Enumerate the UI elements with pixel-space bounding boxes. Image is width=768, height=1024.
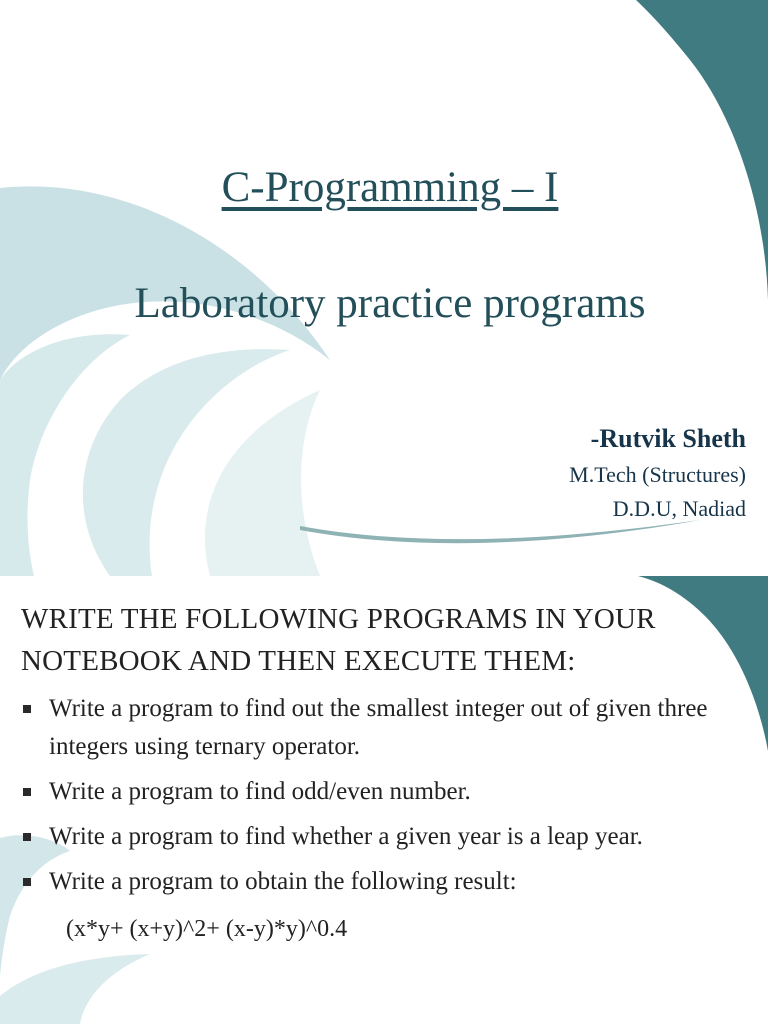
swoosh-line (300, 520, 700, 543)
list-item-text: Write a program to find odd/even number. (49, 778, 471, 805)
list-item-text: Write a program to obtain the following result: (49, 868, 517, 895)
bullet-square-icon (23, 705, 31, 713)
content-slide (0, 576, 768, 1024)
light-wave-bottom (0, 954, 150, 1024)
author-degree: M.Tech (Structures) (569, 462, 746, 487)
author-name: -Rutvik Sheth (590, 424, 746, 453)
program-list (20, 690, 740, 908)
slide-subtitle: Laboratory practice programs (134, 280, 646, 327)
list-item (20, 818, 740, 856)
bullet-square-icon (23, 878, 31, 886)
slide-heading: WRITE THE FOLLOWING PROGRAMS IN YOUR NOTEBOOK AND THEN EXECUTE THEM: (21, 603, 656, 677)
author-institution: D.D.U, Nadiad (612, 496, 746, 521)
list-item-text: Write a program to find out the smallest integer out of given three integers using ternary operator. (49, 695, 708, 760)
list-item-text: Write a program to find whether a given year is a leap year. (49, 823, 643, 850)
bullet-square-icon (23, 788, 31, 796)
bullet-square-icon (23, 833, 31, 841)
list-item (20, 690, 740, 766)
slide-title: C-Programming – I (221, 164, 559, 211)
soft-wave-shape (205, 390, 320, 576)
formula-text: (x*y+ (x+y)^2+ (x-y)*y)^0.4 (66, 916, 348, 942)
list-item (20, 773, 740, 811)
dark-wave-top-right (636, 0, 768, 300)
list-item (20, 863, 740, 901)
